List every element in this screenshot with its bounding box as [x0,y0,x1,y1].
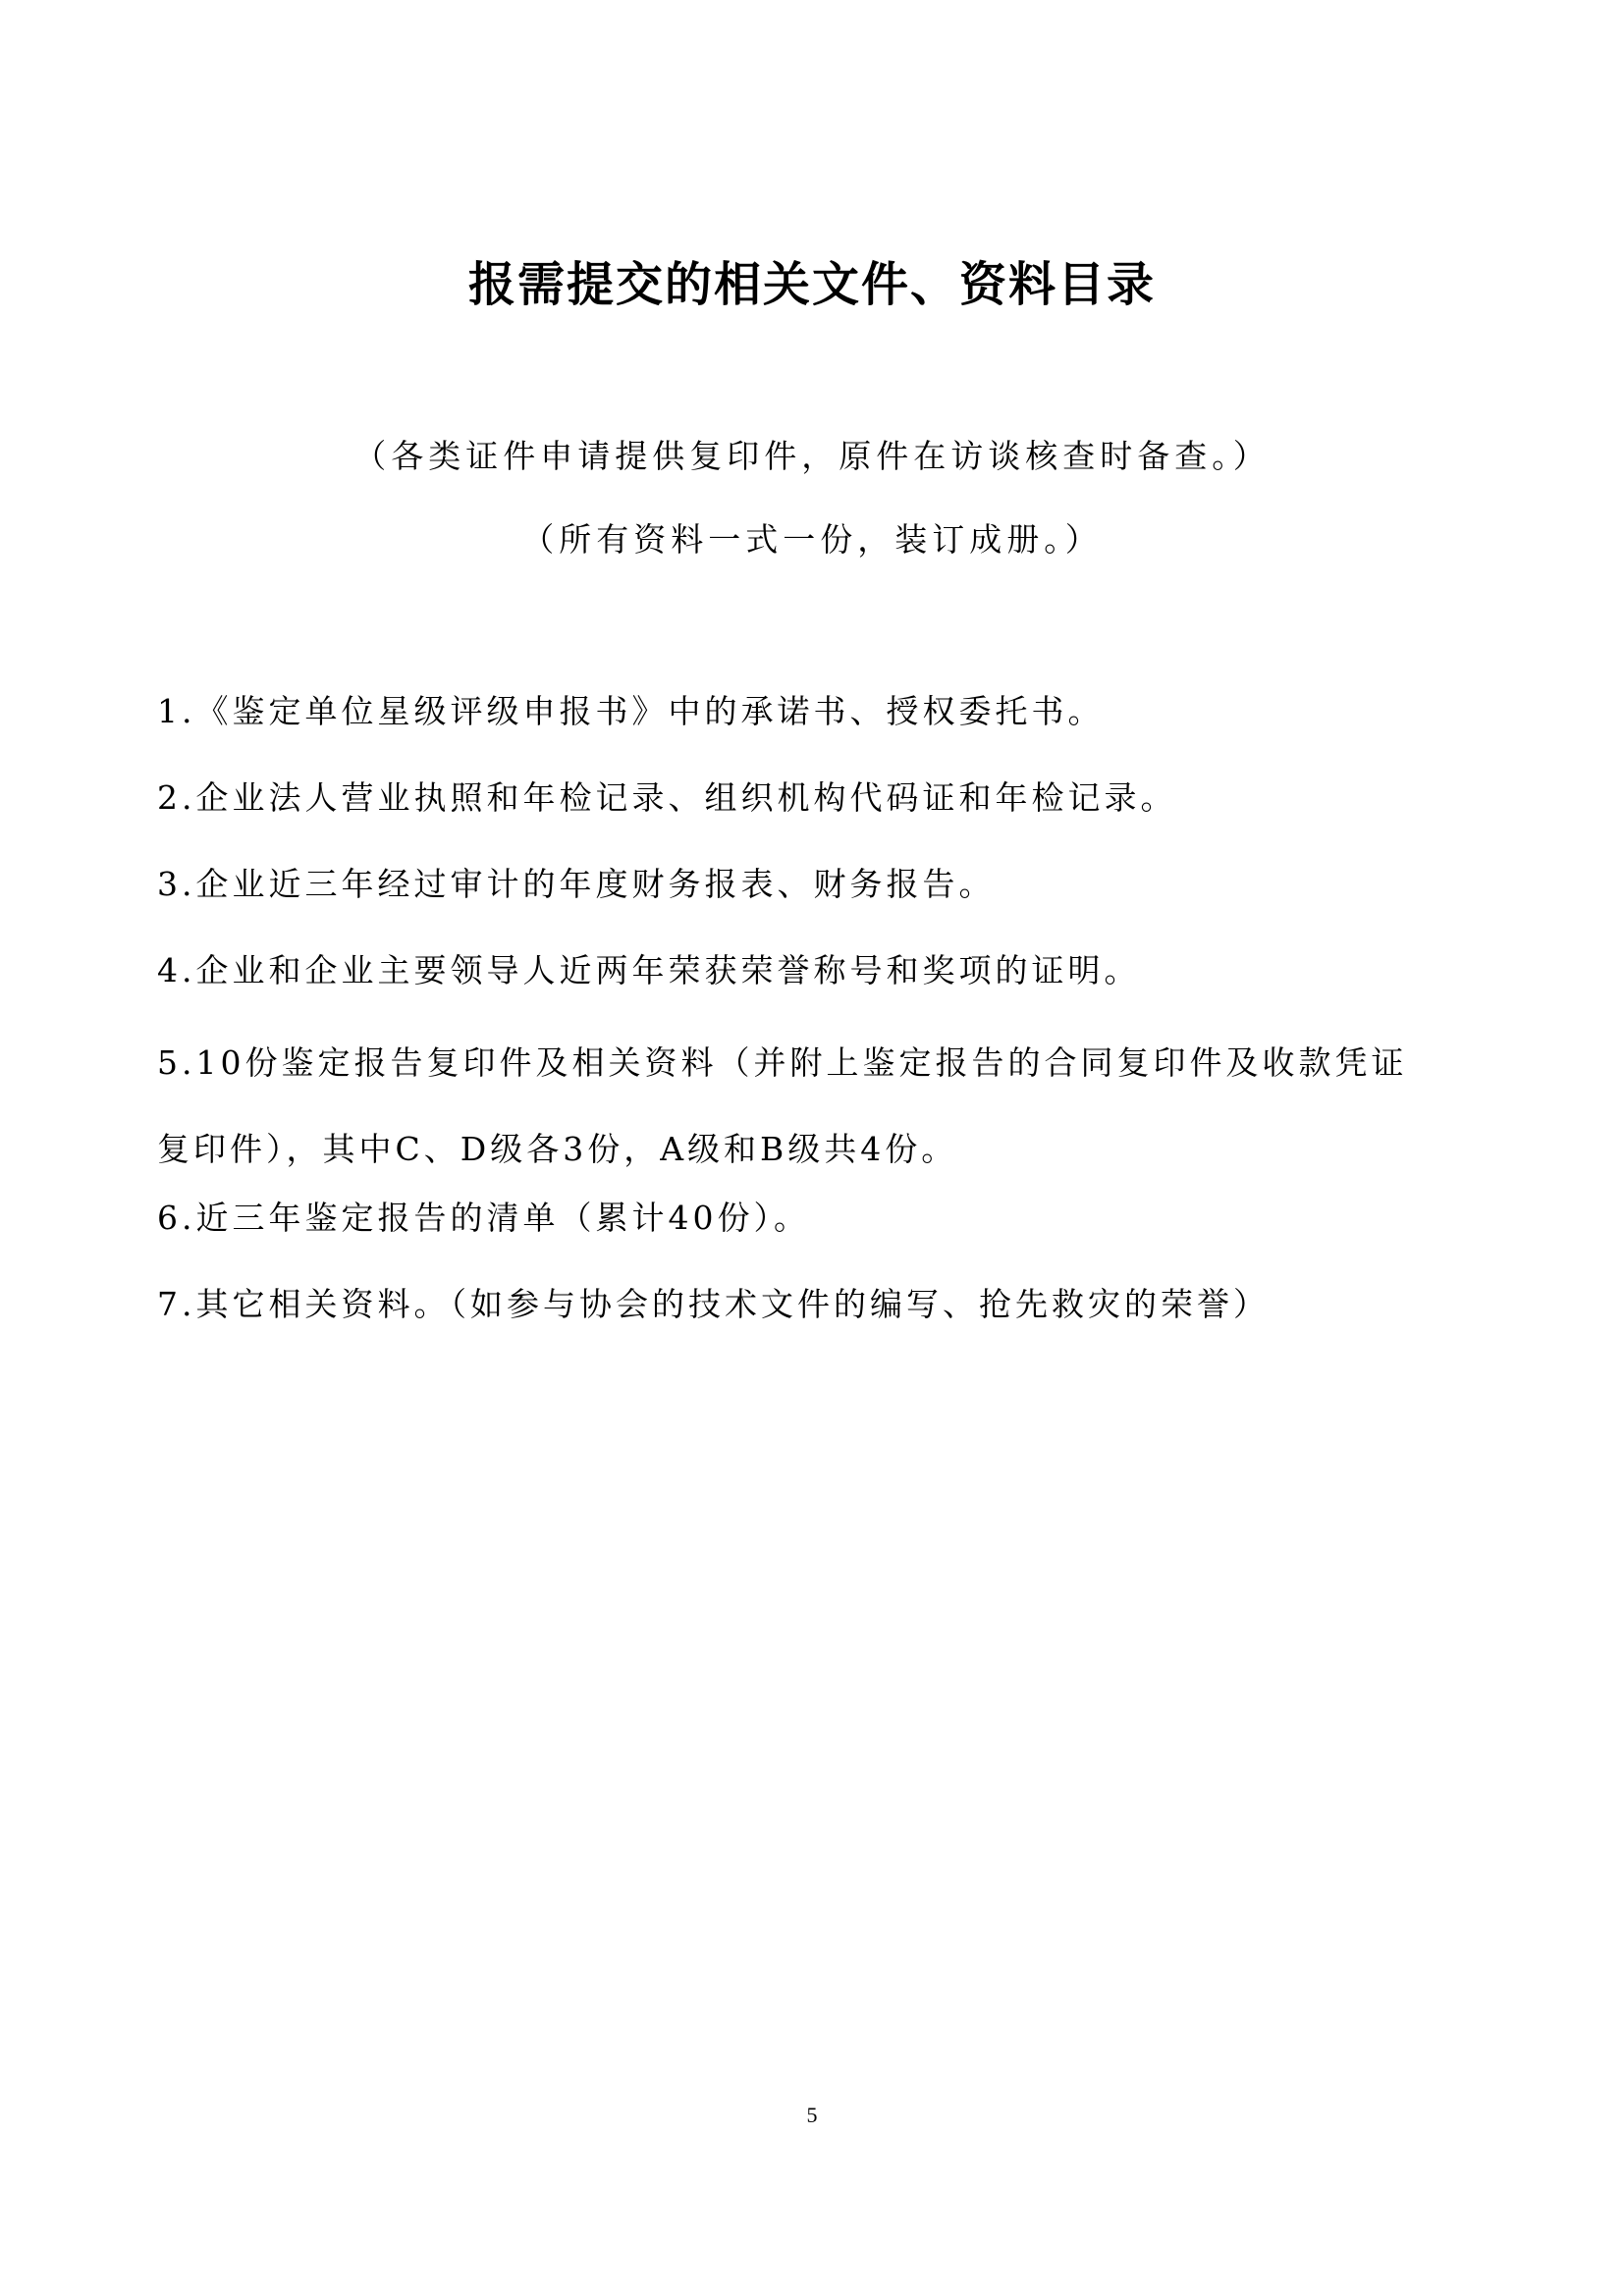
page-number: 5 [806,2103,818,2127]
list-item: 2.企业法人营业执照和年检记录、组织机构代码证和年检记录。 [157,778,1177,817]
note-copies: （各类证件申请提供复印件，原件在访谈核查时备查。） [353,437,1271,475]
list-item-line: 复印件），其中C、D级各3份，A级和B级共4份。 [157,1130,958,1168]
list-item: 1.《鉴定单位星级评级申报书》中的承诺书、授权委托书。 [157,692,1105,730]
document-list [157,687,1512,1329]
list-item: 3.企业近三年经过审计的年度财务报表、财务报告。 [157,865,996,903]
list-item: 6.近三年鉴定报告的清单（累计40份）。 [157,1199,810,1237]
list-item: 4.企业和企业主要领导人近两年荣获荣誉称号和奖项的证明。 [157,951,1141,989]
list-item: 7.其它相关资料。（如参与协会的技术文件的编写、抢先救灾的荣誉） [157,1285,1270,1323]
page-title: 报需提交的相关文件、资料目录 [467,257,1156,312]
list-item [157,1039,1512,1174]
note-binding: （所有资料一式一份，装订成册。） [521,520,1103,559]
list-item-line: 5.10份鉴定报告复印件及相关资料（并附上鉴定报告的合同复印件及收款凭证 [157,1043,1408,1082]
